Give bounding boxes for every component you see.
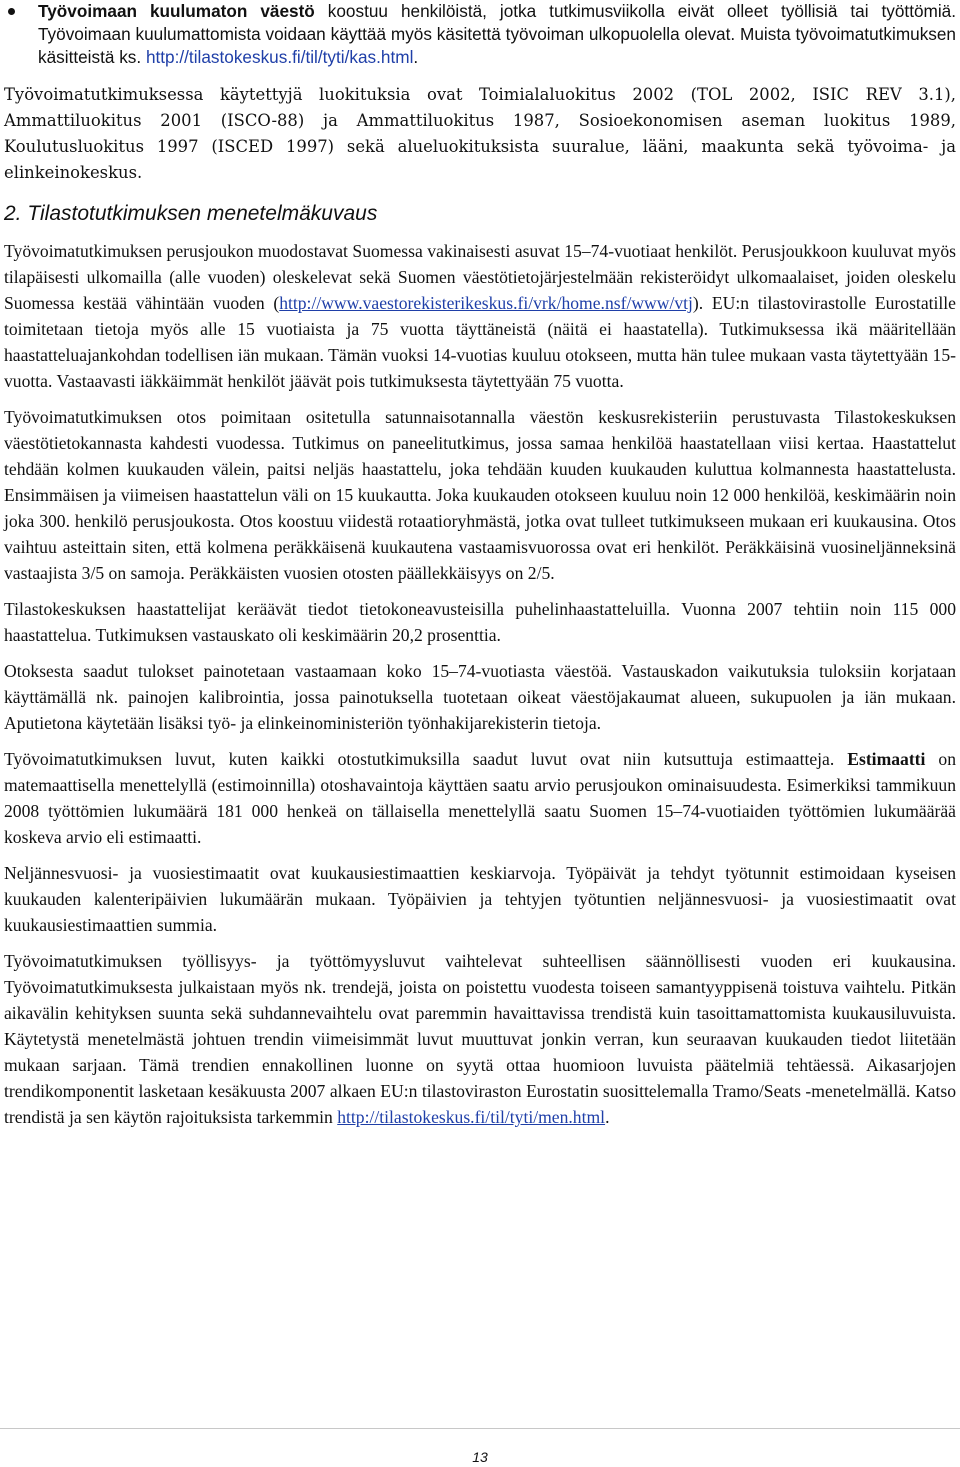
page-number: 13 xyxy=(472,1449,488,1465)
paragraph-weighting: Otoksesta saadut tulokset painotetaan vastaamaan koko 15–74-vuotiasta väestöä. Vastauskadon vaikutuksia tuloksiin korjataan käyttämällä nk. painojen kalibrointia, jossa painotuksella tuotetaan oikeat väestöjakaumat alueen, sukupuolen ja iän mukaan. Aputietona käytetään lisäksi työ- ja elinkeinoministeriön työnhakijarekisterin tietoja. xyxy=(4,661,956,734)
paragraph-trends xyxy=(4,948,956,1130)
concepts-link[interactable]: http://tilastokeskus.fi/til/tyti/kas.html xyxy=(145,46,414,67)
section-heading: 2. Tilastotutkimuksen menetelmäkuvaus xyxy=(4,202,378,226)
paragraph-text: Työvoimatutkimuksen luvut, kuten kaikki otostutkimuksilla saadut luvut ovat niin kutsuttuja estimaatteja. xyxy=(4,749,848,770)
paragraph-text: Työvoimatutkimuksen työllisyys- ja työttömyysluvut vaihtelevat suhteellisen säännöllisesti vuoden eri kuukausina. Työvoimatutkimuksesta julkaistaan myös nk. trendejä, joista on poistettu vuodesta toiseen samantyyppisenä toistuva vaihtelu. Pitkän aikavälin kehityksen suunta sekä suhdannevaihtelu ovat paremmin havaittavissa trendistä kuin tasoittamattomista kuukausiluvuista. Käytetystä menetelmästä johtuen trendin viimeisimmät luvut muuttuvat jonkin verran, kun seuraavan kuukauden tiedot liitetään mukaan sarjaan. Tämä trendien ennakollinen luonne on syytä ottaa huomioon luvuista päätelmiä tehtäessä. Aikasarjojen trendikomponentit lasketaan kesäkuusta 2007 alkaen EU:n tilastoviraston Eurostatin suosittelemalla Tramo/Seats -menetelmällä. Katso trendistä ja sen käytön rajoituksista tarkemmin xyxy=(4,951,956,1128)
bullet-text: koostuu henkilöistä, jotka tutkimusviikolla eivät olleet työllisiä tai työttömiä. Työvoimaan kuulumattomista voidaan käyttää myös käsitettä työvoiman ulkopuolella olevat. Muista työvoimatutkimuksen käsitteistä ks. xyxy=(38,1,956,67)
paragraph-population xyxy=(4,238,956,394)
methods-link[interactable]: http://tilastokeskus.fi/til/tyti/men.html xyxy=(337,1107,606,1128)
paragraph-text: . xyxy=(605,1107,610,1128)
document-page xyxy=(4,0,956,1140)
bullet-item-labour-force xyxy=(4,0,956,68)
population-register-link[interactable]: http://www.vaestorekisterikeskus.fi/vrk/home.nsf/www/vtj xyxy=(279,293,693,314)
paragraph-sampling: Työvoimatutkimuksen otos poimitaan ositetulla satunnaisotannalla väestön keskusrekisteriin perustuvasta Tilastokeskuksen väestötietokannasta kahdesti vuodessa. Tutkimus on paneelitutkimus, jossa samaa henkilöä haastatellaan viisi kertaa. Haastattelut tehdään kolmen kuukauden välein, paitsi neljäs haastattelu, joka tehdään kuuden kuukauden kuluttua kolmannesta haastattelusta. Ensimmäisen ja viimeisen haastattelun väli on 15 kuukautta. Joka kuukauden otokseen kuuluu noin 12 000 henkilöä, keskimäärin noin joka 300. henkilö perusjoukosta. Otos koostuu viidestä rotaatioryhmästä, jotka ovat tulleet tutkimukseen mukaan eri kuukausina. Otos vaihtuu asteittain siten, että kolmena peräkkäisenä kuukautena vastaamisvuorossa ovat eri henkilöt. Peräkkäisinä vuosineljänneksinä vastaajista 3/5 on samoja. Peräkkäisten vuosien otosten päällekkäisyys on 2/5. xyxy=(4,407,956,584)
paragraph-quarterly: Neljännesvuosi- ja vuosiestimaatit ovat kuukausiestimaattien keskiarvoja. Työpäivät ja tehdyt työtunnit estimoidaan kyseisen kuukauden kalenteripäivien lukumäärän mukaan. Työpäivien ja tehtyjen työtuntien neljännesvuosi- ja vuosiestimaatit ovat kuukausiestimaattien summia. xyxy=(4,863,956,936)
footer-divider xyxy=(0,1428,960,1429)
bullet-icon xyxy=(8,8,15,15)
paragraph-estimates xyxy=(4,746,956,850)
paragraph-text: on matemaattisella menettelyllä (estimoinnilla) otoshavaintoja käyttäen saatu arvio perusjoukon ominaisuudesta. Esimerkiksi tammikuun 2008 työttömien lukumäärä 181 000 henkeä on tällaisella menettelyllä saatu Suomen 15–74-vuotiaiden työttömien lukumäärää koskeva arvio eli estimaatti. xyxy=(4,749,956,848)
paragraph-text: ). EU:n tilastovirastolle Eurostatille toimitetaan tietoja myös alle 15 vuotiaista ja 75 vuotta täyttäneistä (näitä ei haastatella). Tutkimuksessa ikä määritellään haastatteluajankohdan todellisen iän mukaan. Tämän vuoksi 14-vuotias kuuluu otokseen, mutta hän tulee mukaan vasta täytettyään 15-vuotta. Vastaavasti iäkkäimmät henkilöt jäävät pois tutkimuksesta täytettyään 75 vuotta. xyxy=(4,293,956,392)
classifications-paragraph: Työvoimatutkimuksessa käytettyjä luokituksia ovat Toimialaluokitus 2002 (TOL 2002, ISIC REV 3.1), Ammattiluokitus 2001 (ISCO-88) ja Ammattiluokitus 1987, Sosioekonomisen aseman luokitus 1989, Koulutusluokitus 1997 (ISCED 1997) sekä alueluokituksista suuralue, lääni, maakunta sekä työvoima- ja elinkeinokeskus. xyxy=(4,85,956,183)
paragraph-text: Työvoimatutkimuksen perusjoukon muodostavat Suomessa vakinaisesti asuvat 15–74-vuotiaat henkilöt. Perusjoukkoon kuuluvat myös tilapäisesti ulkomailla (alle vuoden) oleskelevat sekä Suomen väestötietojärjestelmään rekisteröidyt ulkomaalaiset, joiden oleskelu Suomessa kestää vähintään vuoden ( xyxy=(4,241,956,314)
estimate-term: Estimaatti xyxy=(847,749,926,770)
bullet-lead-term: Työvoimaan kuulumaton väestö xyxy=(38,1,315,21)
bullet-text-end: . xyxy=(413,46,419,67)
paragraph-interviews: Tilastokeskuksen haastattelijat keräävät tiedot tietokoneavusteisilla puhelinhaastatteluilla. Vuonna 2007 tehtiin noin 115 000 haastattelua. Tutkimuksen vastauskato oli keskimäärin 20,2 prosenttia. xyxy=(4,599,956,646)
